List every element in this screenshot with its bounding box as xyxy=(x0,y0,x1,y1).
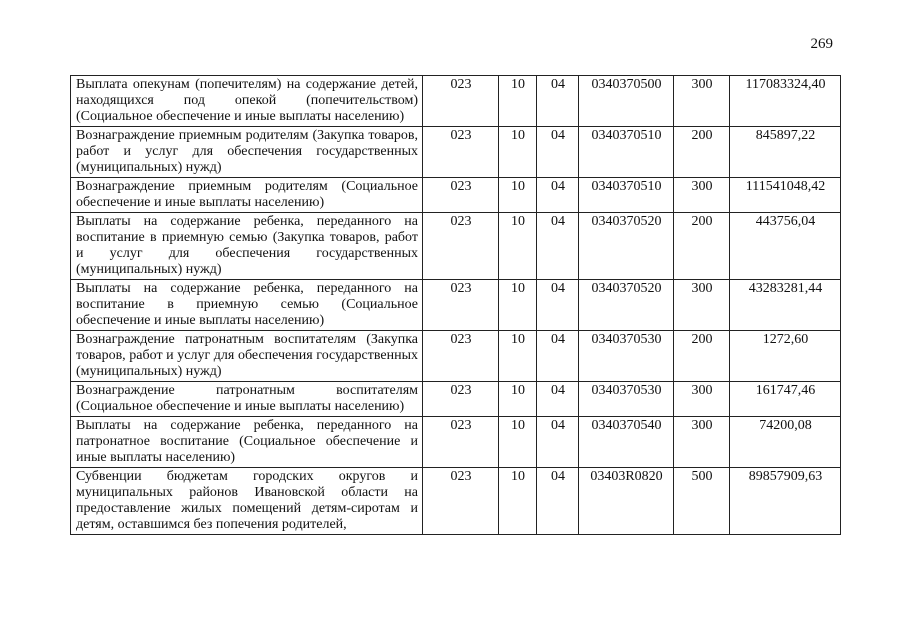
cell-target-article: 0340370500 xyxy=(579,76,674,127)
cell-amount: 89857909,63 xyxy=(730,468,841,535)
cell-subsection-code: 04 xyxy=(537,178,579,213)
cell-subsection-code: 04 xyxy=(537,280,579,331)
cell-target-article: 0340370530 xyxy=(579,331,674,382)
cell-subsection-code: 04 xyxy=(537,76,579,127)
cell-subsection-code: 04 xyxy=(537,213,579,280)
cell-section-code: 10 xyxy=(499,382,537,417)
cell-expense-type: 200 xyxy=(674,213,730,280)
table-row xyxy=(71,178,841,213)
cell-ministry-code: 023 xyxy=(423,331,499,382)
budget-table-body xyxy=(71,76,841,535)
cell-expense-type: 200 xyxy=(674,331,730,382)
cell-expense-type: 300 xyxy=(674,76,730,127)
cell-amount: 443756,04 xyxy=(730,213,841,280)
cell-section-code: 10 xyxy=(499,468,537,535)
cell-section-code: 10 xyxy=(499,178,537,213)
cell-ministry-code: 023 xyxy=(423,280,499,331)
cell-ministry-code: 023 xyxy=(423,417,499,468)
cell-subsection-code: 04 xyxy=(537,331,579,382)
cell-expense-type: 300 xyxy=(674,417,730,468)
cell-target-article: 0340370510 xyxy=(579,178,674,213)
cell-target-article: 0340370530 xyxy=(579,382,674,417)
cell-expense-type: 300 xyxy=(674,280,730,331)
table-row xyxy=(71,468,841,535)
table-row xyxy=(71,331,841,382)
cell-amount: 111541048,42 xyxy=(730,178,841,213)
cell-expense-type: 300 xyxy=(674,178,730,213)
cell-expense-type: 300 xyxy=(674,382,730,417)
cell-target-article: 03403R0820 xyxy=(579,468,674,535)
cell-target-article: 0340370540 xyxy=(579,417,674,468)
cell-amount: 1272,60 xyxy=(730,331,841,382)
cell-section-code: 10 xyxy=(499,331,537,382)
cell-section-code: 10 xyxy=(499,417,537,468)
table-row xyxy=(71,76,841,127)
cell-ministry-code: 023 xyxy=(423,468,499,535)
cell-target-article: 0340370520 xyxy=(579,213,674,280)
cell-amount: 43283281,44 xyxy=(730,280,841,331)
cell-expense-type: 200 xyxy=(674,127,730,178)
cell-expense-type: 500 xyxy=(674,468,730,535)
table-row xyxy=(71,382,841,417)
cell-subsection-code: 04 xyxy=(537,417,579,468)
cell-subsection-code: 04 xyxy=(537,382,579,417)
budget-table xyxy=(70,75,841,535)
table-row xyxy=(71,280,841,331)
cell-target-article: 0340370520 xyxy=(579,280,674,331)
cell-description: Выплата опекунам (попечителям) на содержание детей, находящихся под опекой (попечительством) (Социальное обеспечение и иные выплаты населению) xyxy=(71,76,423,127)
table-row xyxy=(71,127,841,178)
table-row xyxy=(71,213,841,280)
cell-ministry-code: 023 xyxy=(423,127,499,178)
cell-description: Субвенции бюджетам городских округов и муниципальных районов Ивановской области на предоставление жилых помещений детям-сиротам и детям, оставшимся без попечения родителей, xyxy=(71,468,423,535)
cell-description: Вознаграждение приемным родителям (Социальное обеспечение и иные выплаты населению) xyxy=(71,178,423,213)
cell-amount: 161747,46 xyxy=(730,382,841,417)
cell-description: Выплаты на содержание ребенка, переданного на патронатное воспитание (Социальное обеспечение и иные выплаты населению) xyxy=(71,417,423,468)
cell-ministry-code: 023 xyxy=(423,76,499,127)
cell-amount: 845897,22 xyxy=(730,127,841,178)
cell-subsection-code: 04 xyxy=(537,127,579,178)
cell-subsection-code: 04 xyxy=(537,468,579,535)
cell-amount: 117083324,40 xyxy=(730,76,841,127)
cell-ministry-code: 023 xyxy=(423,178,499,213)
cell-section-code: 10 xyxy=(499,76,537,127)
cell-section-code: 10 xyxy=(499,280,537,331)
cell-amount: 74200,08 xyxy=(730,417,841,468)
cell-description: Выплаты на содержание ребенка, переданного на воспитание в приемную семью (Закупка товаров, работ и услуг для обеспечения государственных (муниципальных) нужд) xyxy=(71,213,423,280)
cell-description: Выплаты на содержание ребенка, переданного на воспитание в приемную семью (Социальное обеспечение и иные выплаты населению) xyxy=(71,280,423,331)
cell-ministry-code: 023 xyxy=(423,382,499,417)
cell-description: Вознаграждение патронатным воспитателям (Закупка товаров, работ и услуг для обеспечения государственных (муниципальных) нужд) xyxy=(71,331,423,382)
cell-section-code: 10 xyxy=(499,127,537,178)
table-row xyxy=(71,417,841,468)
cell-section-code: 10 xyxy=(499,213,537,280)
page-number: 269 xyxy=(810,36,833,52)
cell-target-article: 0340370510 xyxy=(579,127,674,178)
cell-description: Вознаграждение приемным родителям (Закупка товаров, работ и услуг для обеспечения государственных (муниципальных) нужд) xyxy=(71,127,423,178)
cell-ministry-code: 023 xyxy=(423,213,499,280)
cell-description: Вознаграждение патронатным воспитателям (Социальное обеспечение и иные выплаты населению) xyxy=(71,382,423,417)
